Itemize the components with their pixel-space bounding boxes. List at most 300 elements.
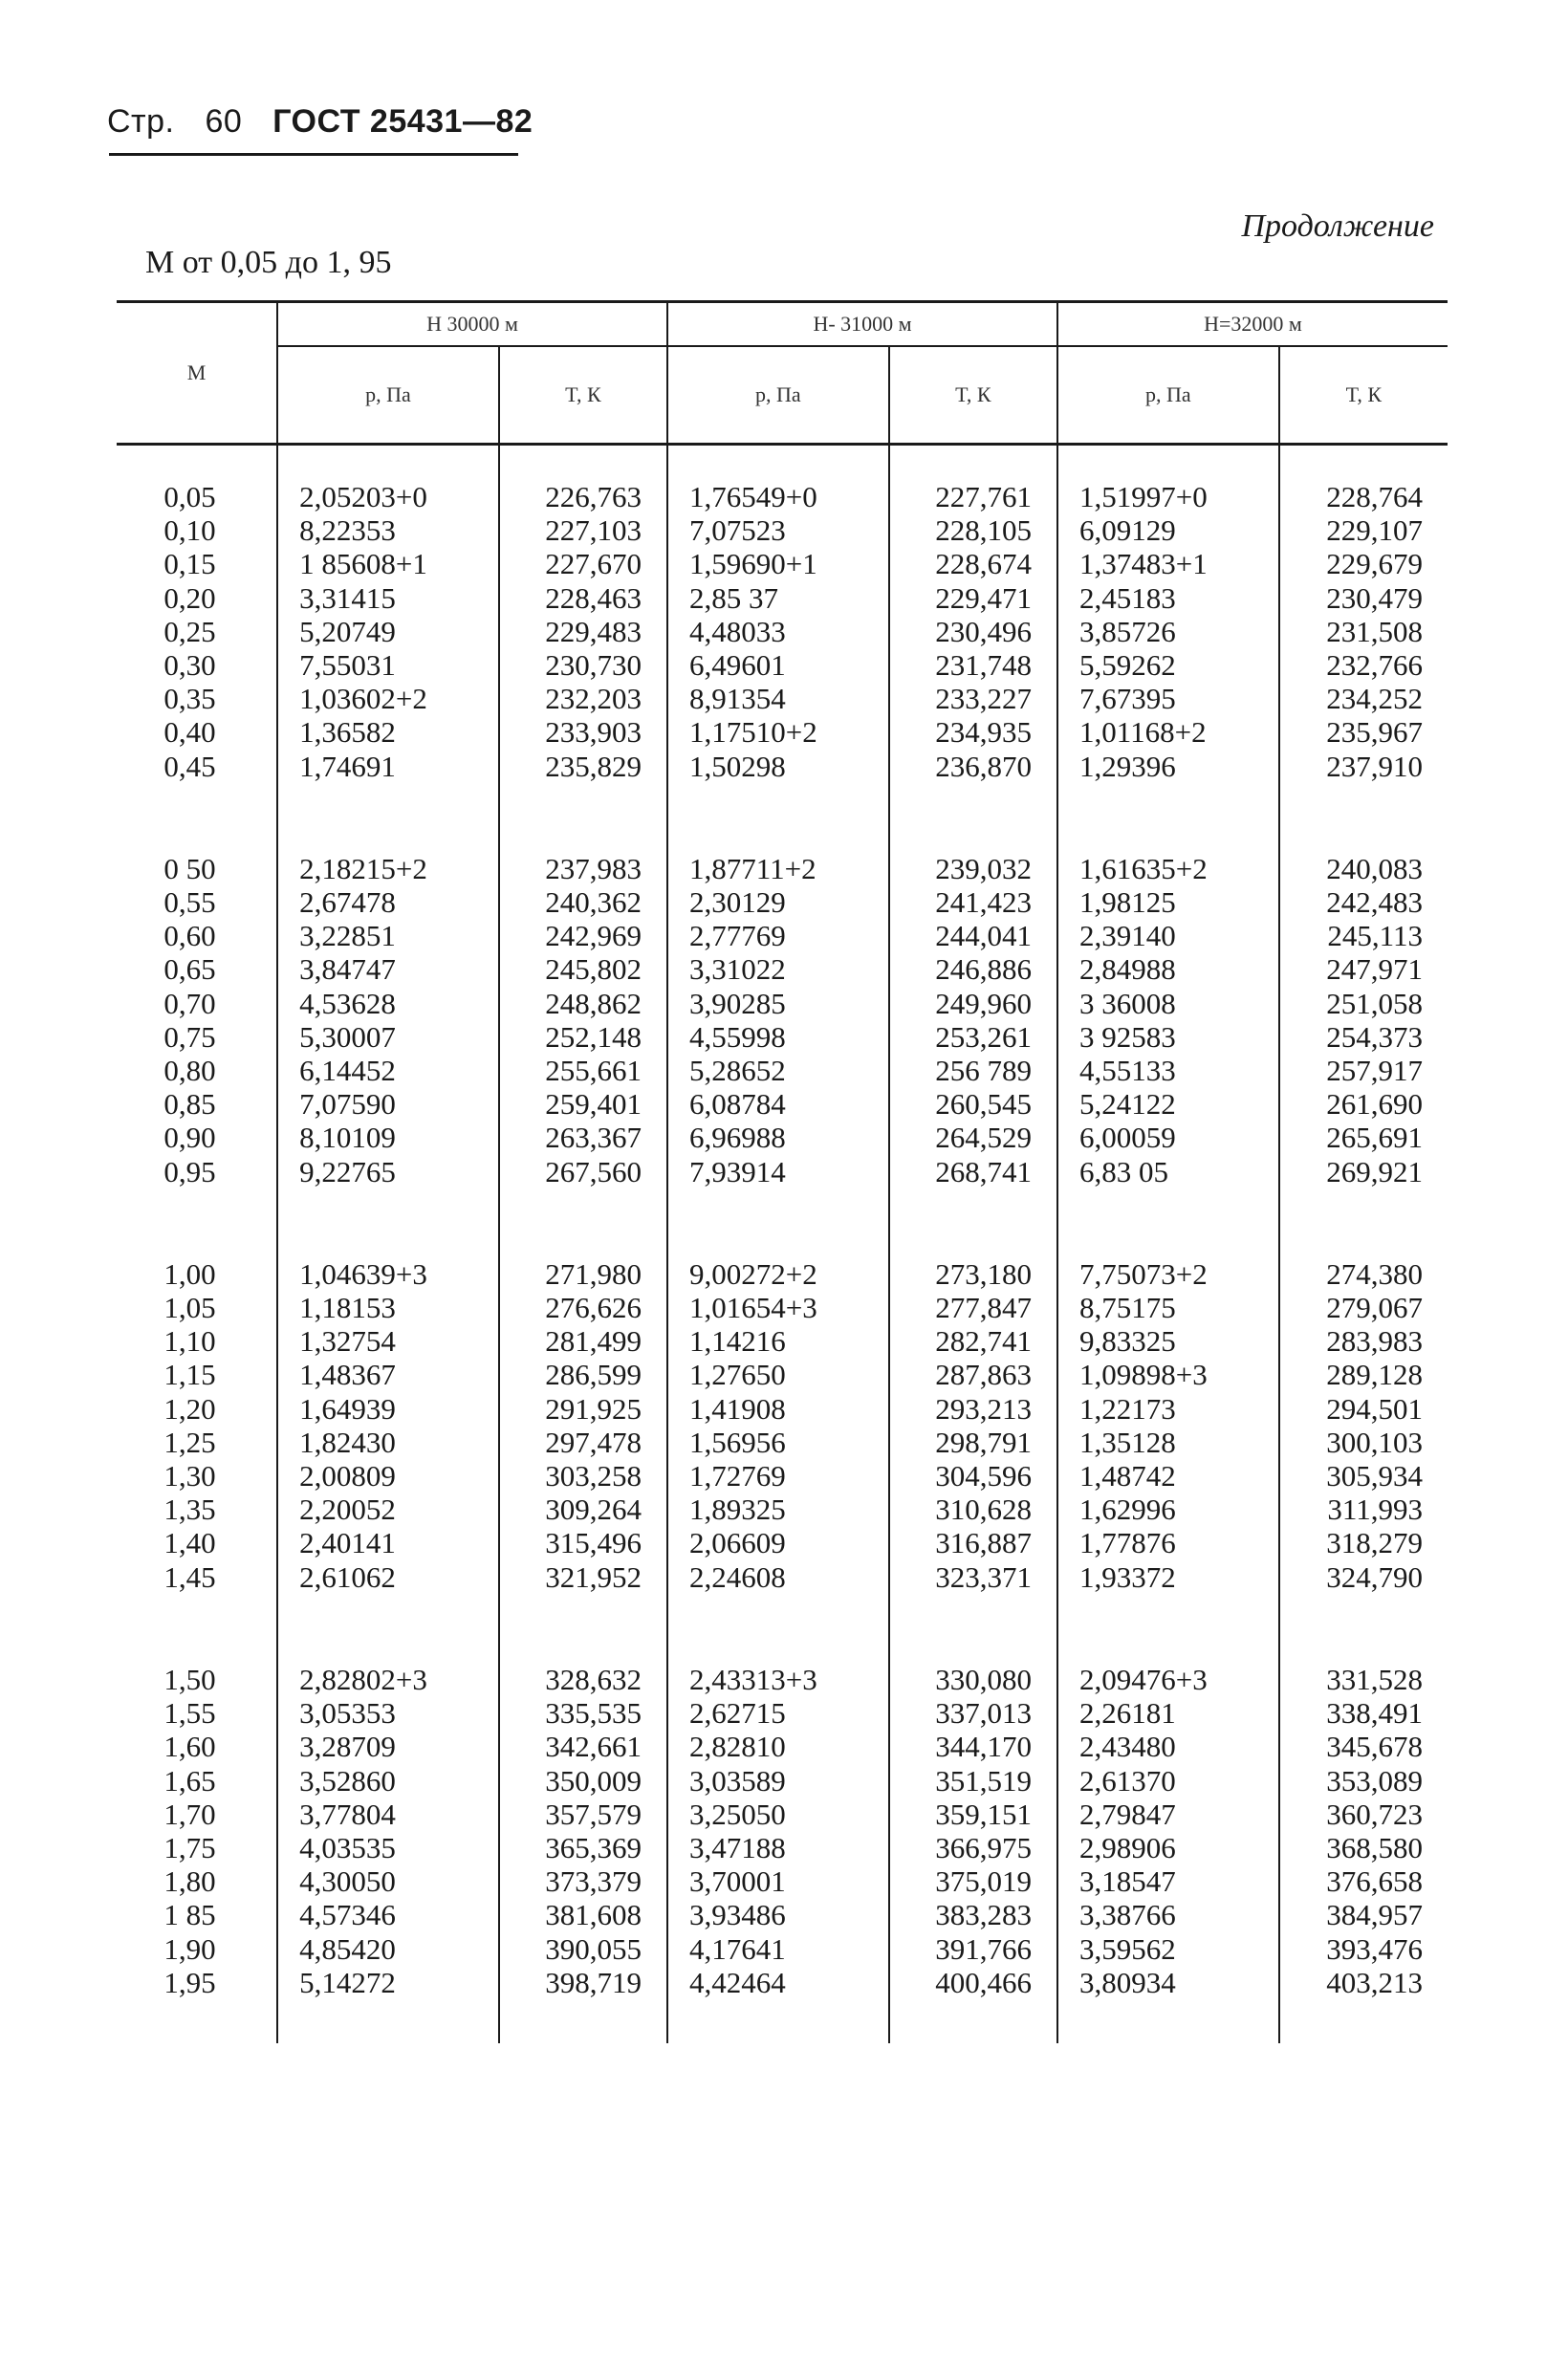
mach-cell: 0,60 <box>163 919 216 953</box>
pressure-cell: 4,03535 <box>277 1831 499 1864</box>
pressure-cell: 3,77804 <box>277 1798 499 1831</box>
pressure-cell: 6,83 05 <box>1057 1155 1279 1188</box>
table-row <box>117 952 1448 986</box>
pressure-cell: 1,04639+3 <box>277 1257 499 1291</box>
temperature-cell: 335,535 <box>499 1696 667 1730</box>
pressure-cell: 6,49601 <box>667 648 889 682</box>
mach-cell: 1,15 <box>163 1358 216 1392</box>
temperature-cell: 368,580 <box>1279 1831 1448 1864</box>
temperature-cell: 315,496 <box>499 1526 667 1559</box>
temperature-cell: 351,519 <box>889 1764 1057 1798</box>
pressure-cell: 2,06609 <box>667 1526 889 1559</box>
pressure-cell: 4,42464 <box>667 1966 889 1999</box>
pressure-cell: 1,27650 <box>667 1358 889 1391</box>
mach-cell: 1,90 <box>163 1931 216 1966</box>
pressure-cell: 3,47188 <box>667 1831 889 1864</box>
pressure-cell: 1,77876 <box>1057 1526 1279 1559</box>
continuation-label: Продолжение <box>1241 208 1434 244</box>
pressure-cell: 2,82810 <box>667 1730 889 1763</box>
pressure-cell: 1,62996 <box>1057 1493 1279 1526</box>
pressure-cell: 2,05203+0 <box>277 480 499 513</box>
pressure-cell: 2,39140 <box>1057 919 1279 952</box>
pressure-header: p, Па <box>667 346 889 445</box>
temperature-cell: 253,261 <box>889 1020 1057 1054</box>
temperature-cell: 366,975 <box>889 1831 1057 1864</box>
temperature-cell: 267,560 <box>499 1155 667 1188</box>
temperature-cell: 318,279 <box>1279 1526 1448 1559</box>
pressure-cell: 6,96988 <box>667 1121 889 1154</box>
pressure-cell: 3,05353 <box>277 1696 499 1730</box>
temperature-cell: 323,371 <box>889 1560 1057 1594</box>
temperature-cell: 236,870 <box>889 750 1057 783</box>
temperature-cell: 242,969 <box>499 919 667 952</box>
table-row <box>117 1831 1448 1864</box>
block-spacer <box>117 1188 1448 1257</box>
mach-cell: 1,80 <box>163 1864 216 1899</box>
temperature-cell: 289,128 <box>1279 1358 1448 1391</box>
pressure-cell: 3,25050 <box>667 1798 889 1831</box>
temperature-cell: 375,019 <box>889 1864 1057 1898</box>
temperature-cell: 229,679 <box>1279 547 1448 580</box>
temperature-cell: 393,476 <box>1279 1932 1448 1966</box>
temperature-cell: 227,103 <box>499 513 667 547</box>
temperature-cell: 232,203 <box>499 682 667 715</box>
mach-cell: 1,65 <box>163 1763 216 1798</box>
pressure-cell: 8,10109 <box>277 1121 499 1154</box>
mach-cell: 0,80 <box>163 1054 216 1088</box>
pressure-cell: 3,85726 <box>1057 615 1279 648</box>
mach-cell: 0,85 <box>163 1087 216 1122</box>
table-row <box>117 682 1448 715</box>
mach-cell: 0,30 <box>163 648 216 683</box>
temperature-cell: 271,980 <box>499 1257 667 1291</box>
mach-cell: 1,35 <box>163 1493 216 1527</box>
pressure-cell: 1,01168+2 <box>1057 715 1279 749</box>
altitude-header-31000: H- 31000 м <box>667 302 1057 347</box>
pressure-cell: 6,14452 <box>277 1054 499 1087</box>
pressure-cell: 1,36582 <box>277 715 499 749</box>
pressure-cell: 4,57346 <box>277 1898 499 1931</box>
temperature-cell: 229,471 <box>889 581 1057 615</box>
temperature-cell: 245,802 <box>499 952 667 986</box>
table-row <box>117 1054 1448 1087</box>
temperature-cell: 311,993 <box>1279 1493 1448 1526</box>
mach-cell: 1,95 <box>163 1965 216 1999</box>
temperature-cell: 231,748 <box>889 648 1057 682</box>
mach-cell: 0,35 <box>163 682 216 716</box>
temperature-cell: 252,148 <box>499 1020 667 1054</box>
temperature-cell: 403,213 <box>1279 1966 1448 1999</box>
temperature-cell: 303,258 <box>499 1459 667 1493</box>
temperature-cell: 264,529 <box>889 1121 1057 1154</box>
temperature-cell: 263,367 <box>499 1121 667 1154</box>
pressure-cell: 8,91354 <box>667 682 889 715</box>
mach-cell: 1,30 <box>163 1459 216 1493</box>
pressure-cell: 1,87711+2 <box>667 852 889 885</box>
temperature-cell: 242,483 <box>1279 885 1448 919</box>
pressure-cell: 2,24608 <box>667 1560 889 1594</box>
temperature-cell: 383,283 <box>889 1898 1057 1931</box>
table-row <box>117 1663 1448 1696</box>
temperature-cell: 232,766 <box>1279 648 1448 682</box>
mach-cell: 1,20 <box>163 1391 216 1426</box>
pressure-cell: 3,93486 <box>667 1898 889 1931</box>
temperature-cell: 400,466 <box>889 1966 1057 1999</box>
temperature-cell: 273,180 <box>889 1257 1057 1291</box>
temperature-cell: 251,058 <box>1279 987 1448 1020</box>
pressure-cell: 1,22173 <box>1057 1392 1279 1426</box>
temperature-cell: 229,483 <box>499 615 667 648</box>
table-row <box>117 1155 1448 1188</box>
temperature-cell: 294,501 <box>1279 1392 1448 1426</box>
temperature-cell: 287,863 <box>889 1358 1057 1391</box>
pressure-cell: 2,18215+2 <box>277 852 499 885</box>
temperature-cell: 279,067 <box>1279 1291 1448 1324</box>
pressure-cell: 4,48033 <box>667 615 889 648</box>
pressure-cell: 2,30129 <box>667 885 889 919</box>
temperature-cell: 283,983 <box>1279 1324 1448 1358</box>
table-row <box>117 1291 1448 1324</box>
table-row <box>117 480 1448 513</box>
temperature-cell: 384,957 <box>1279 1898 1448 1931</box>
table-row <box>117 1966 1448 1999</box>
temperature-cell: 274,380 <box>1279 1257 1448 1291</box>
pressure-cell: 2,77769 <box>667 919 889 952</box>
mach-cell: 0,05 <box>163 480 216 513</box>
temperature-cell: 376,658 <box>1279 1864 1448 1898</box>
mach-cell: 0,40 <box>163 715 216 750</box>
pressure-cell: 4,17641 <box>667 1932 889 1966</box>
temperature-cell: 256 789 <box>889 1054 1057 1087</box>
pressure-cell: 8,22353 <box>277 513 499 547</box>
temperature-header: T, К <box>1279 346 1448 445</box>
temperature-cell: 277,847 <box>889 1291 1057 1324</box>
temperature-cell: 246,886 <box>889 952 1057 986</box>
pressure-cell: 6,00059 <box>1057 1121 1279 1154</box>
mach-cell: 0,90 <box>163 1121 216 1155</box>
pressure-cell: 2,45183 <box>1057 581 1279 615</box>
pressure-cell: 1,17510+2 <box>667 715 889 749</box>
pressure-cell: 3,28709 <box>277 1730 499 1763</box>
pressure-cell: 9,00272+2 <box>667 1257 889 1291</box>
pressure-cell: 7,07590 <box>277 1087 499 1121</box>
pressure-cell: 1,48367 <box>277 1358 499 1391</box>
temperature-cell: 316,887 <box>889 1526 1057 1559</box>
temperature-cell: 237,983 <box>499 852 667 885</box>
pressure-cell: 4,30050 <box>277 1864 499 1898</box>
pressure-cell: 1,29396 <box>1057 750 1279 783</box>
mach-cell: 1 85 <box>163 1898 216 1932</box>
pressure-cell: 2,85 37 <box>667 581 889 615</box>
temperature-cell: 328,632 <box>499 1663 667 1696</box>
pressure-cell: 4,85420 <box>277 1932 499 1966</box>
temperature-cell: 309,264 <box>499 1493 667 1526</box>
temperature-cell: 265,691 <box>1279 1121 1448 1154</box>
pressure-cell: 1,37483+1 <box>1057 547 1279 580</box>
table-row <box>117 1121 1448 1154</box>
pressure-cell: 7,67395 <box>1057 682 1279 715</box>
mach-cell: 0,10 <box>163 513 216 548</box>
pressure-cell: 1,48742 <box>1057 1459 1279 1493</box>
pressure-cell: 1,72769 <box>667 1459 889 1493</box>
pressure-header: p, Па <box>1057 346 1279 445</box>
pressure-cell: 2,98906 <box>1057 1831 1279 1864</box>
temperature-cell: 234,935 <box>889 715 1057 749</box>
pressure-header: p, Па <box>277 346 499 445</box>
temperature-cell: 240,362 <box>499 885 667 919</box>
pressure-cell: 9,22765 <box>277 1155 499 1188</box>
pressure-cell: 1,64939 <box>277 1392 499 1426</box>
pressure-cell: 9,83325 <box>1057 1324 1279 1358</box>
pressure-cell: 7,93914 <box>667 1155 889 1188</box>
standard-number: ГОСТ 25431—82 <box>272 103 534 140</box>
temperature-cell: 233,903 <box>499 715 667 749</box>
pressure-cell: 2,62715 <box>667 1696 889 1730</box>
temperature-cell: 345,678 <box>1279 1730 1448 1763</box>
pressure-cell: 1,56956 <box>667 1426 889 1459</box>
temperature-cell: 297,478 <box>499 1426 667 1459</box>
temperature-cell: 239,032 <box>889 852 1057 885</box>
table-row <box>117 1932 1448 1966</box>
pressure-cell: 1,61635+2 <box>1057 852 1279 885</box>
mach-cell: 0 50 <box>163 851 216 885</box>
pressure-cell: 5,20749 <box>277 615 499 648</box>
table-row <box>117 1493 1448 1526</box>
atmosphere-table <box>117 300 1448 2043</box>
table-row <box>117 581 1448 615</box>
pressure-cell: 2,40141 <box>277 1526 499 1559</box>
temperature-cell: 269,921 <box>1279 1155 1448 1188</box>
table-row <box>117 1730 1448 1763</box>
page-label: Стр. <box>107 103 175 140</box>
temperature-cell: 235,829 <box>499 750 667 783</box>
pressure-cell: 2,09476+3 <box>1057 1663 1279 1696</box>
table-row <box>117 750 1448 783</box>
pressure-cell: 6,09129 <box>1057 513 1279 547</box>
pressure-cell: 1,18153 <box>277 1291 499 1324</box>
pressure-cell: 3,22851 <box>277 919 499 952</box>
pressure-cell: 3,03589 <box>667 1764 889 1798</box>
pressure-cell: 3,52860 <box>277 1764 499 1798</box>
table-row <box>117 1864 1448 1898</box>
block-spacer <box>117 1594 1448 1663</box>
temperature-cell: 259,401 <box>499 1087 667 1121</box>
pressure-cell: 2,26181 <box>1057 1696 1279 1730</box>
temperature-cell: 228,764 <box>1279 480 1448 513</box>
temperature-cell: 338,491 <box>1279 1696 1448 1730</box>
mach-column-header: М <box>117 302 277 445</box>
temperature-cell: 233,227 <box>889 682 1057 715</box>
mach-cell: 0,65 <box>163 952 216 987</box>
altitude-header-32000: H=32000 м <box>1057 302 1448 347</box>
table-row <box>117 1392 1448 1426</box>
temperature-cell: 229,107 <box>1279 513 1448 547</box>
table-row <box>117 1358 1448 1391</box>
temperature-cell: 244,041 <box>889 919 1057 952</box>
temperature-cell: 230,479 <box>1279 581 1448 615</box>
pressure-cell: 3 36008 <box>1057 987 1279 1020</box>
page-header <box>107 103 533 141</box>
pressure-cell: 1,59690+1 <box>667 547 889 580</box>
temperature-cell: 268,741 <box>889 1155 1057 1188</box>
temperature-cell: 350,009 <box>499 1764 667 1798</box>
temperature-cell: 337,013 <box>889 1696 1057 1730</box>
mach-cell: 1,75 <box>163 1830 216 1864</box>
pressure-cell: 1,89325 <box>667 1493 889 1526</box>
pressure-cell: 2,84988 <box>1057 952 1279 986</box>
temperature-cell: 365,369 <box>499 1831 667 1864</box>
temperature-cell: 286,599 <box>499 1358 667 1391</box>
temperature-cell: 228,105 <box>889 513 1057 547</box>
temperature-cell: 227,761 <box>889 480 1057 513</box>
pressure-cell: 4,53628 <box>277 987 499 1020</box>
temperature-cell: 304,596 <box>889 1459 1057 1493</box>
pressure-cell: 3 92583 <box>1057 1020 1279 1054</box>
temperature-cell: 235,967 <box>1279 715 1448 749</box>
mach-cell: 1,10 <box>163 1324 216 1359</box>
pressure-cell: 1,93372 <box>1057 1560 1279 1594</box>
pressure-cell: 3,31022 <box>667 952 889 986</box>
pressure-cell: 1,09898+3 <box>1057 1358 1279 1391</box>
pressure-cell: 1,35128 <box>1057 1426 1279 1459</box>
temperature-cell: 282,741 <box>889 1324 1057 1358</box>
pressure-cell: 1,76549+0 <box>667 480 889 513</box>
mach-cell: 0,15 <box>163 547 216 581</box>
temperature-cell: 324,790 <box>1279 1560 1448 1594</box>
pressure-cell: 8,75175 <box>1057 1291 1279 1324</box>
pressure-cell: 4,55133 <box>1057 1054 1279 1087</box>
temperature-cell: 234,252 <box>1279 682 1448 715</box>
temperature-header: T, К <box>889 346 1057 445</box>
pressure-cell: 3,84747 <box>277 952 499 986</box>
pressure-cell: 3,31415 <box>277 581 499 615</box>
pressure-cell: 2,61370 <box>1057 1764 1279 1798</box>
pressure-cell: 7,75073+2 <box>1057 1257 1279 1291</box>
temperature-cell: 398,719 <box>499 1966 667 1999</box>
temperature-cell: 230,496 <box>889 615 1057 648</box>
block-spacer <box>117 1999 1448 2043</box>
mach-cell: 0,25 <box>163 614 216 648</box>
table-row <box>117 547 1448 580</box>
pressure-cell: 6,08784 <box>667 1087 889 1121</box>
header-rule <box>109 153 518 156</box>
table-row <box>117 852 1448 885</box>
temperature-cell: 241,423 <box>889 885 1057 919</box>
mach-cell: 0,20 <box>163 580 216 615</box>
table-row <box>117 1459 1448 1493</box>
temperature-cell: 227,670 <box>499 547 667 580</box>
mach-cell: 0,70 <box>163 986 216 1020</box>
temperature-cell: 373,379 <box>499 1864 667 1898</box>
temperature-cell: 226,763 <box>499 480 667 513</box>
table-row <box>117 648 1448 682</box>
pressure-cell: 1 85608+1 <box>277 547 499 580</box>
pressure-cell: 5,24122 <box>1057 1087 1279 1121</box>
temperature-cell: 281,499 <box>499 1324 667 1358</box>
pressure-cell: 3,70001 <box>667 1864 889 1898</box>
temperature-cell: 254,373 <box>1279 1020 1448 1054</box>
table-row <box>117 1898 1448 1931</box>
pressure-cell: 7,07523 <box>667 513 889 547</box>
table-row <box>117 513 1448 547</box>
pressure-cell: 3,80934 <box>1057 1966 1279 1999</box>
pressure-cell: 5,30007 <box>277 1020 499 1054</box>
temperature-cell: 360,723 <box>1279 1798 1448 1831</box>
table-body <box>117 445 1448 2043</box>
table-row <box>117 1257 1448 1291</box>
mach-cell: 1,00 <box>163 1256 216 1291</box>
temperature-cell: 342,661 <box>499 1730 667 1763</box>
temperature-cell: 230,730 <box>499 648 667 682</box>
mach-cell: 1,25 <box>163 1425 216 1459</box>
mach-cell: 0,75 <box>163 1019 216 1054</box>
block-spacer <box>117 783 1448 852</box>
pressure-cell: 2,61062 <box>277 1560 499 1594</box>
temperature-cell: 353,089 <box>1279 1764 1448 1798</box>
temperature-cell: 248,862 <box>499 987 667 1020</box>
table-row <box>117 1560 1448 1594</box>
altitude-header-30000: H 30000 м <box>277 302 667 347</box>
temperature-cell: 381,608 <box>499 1898 667 1931</box>
temperature-cell: 357,579 <box>499 1798 667 1831</box>
temperature-cell: 257,917 <box>1279 1054 1448 1087</box>
pressure-cell: 2,82802+3 <box>277 1663 499 1696</box>
temperature-cell: 261,690 <box>1279 1087 1448 1121</box>
pressure-cell: 2,43313+3 <box>667 1663 889 1696</box>
temperature-cell: 240,083 <box>1279 852 1448 885</box>
table-row <box>117 715 1448 749</box>
pressure-cell: 1,51997+0 <box>1057 480 1279 513</box>
temperature-cell: 330,080 <box>889 1663 1057 1696</box>
mach-cell: 0,55 <box>163 885 216 920</box>
temperature-cell: 260,545 <box>889 1087 1057 1121</box>
pressure-cell: 1,14216 <box>667 1324 889 1358</box>
pressure-cell: 2,20052 <box>277 1493 499 1526</box>
pressure-cell: 2,67478 <box>277 885 499 919</box>
pressure-cell: 1,74691 <box>277 750 499 783</box>
pressure-cell: 2,79847 <box>1057 1798 1279 1831</box>
pressure-cell: 1,01654+3 <box>667 1291 889 1324</box>
table-row <box>117 919 1448 952</box>
temperature-cell: 245,113 <box>1279 919 1448 952</box>
temperature-cell: 228,674 <box>889 547 1057 580</box>
pressure-cell: 2,00809 <box>277 1459 499 1493</box>
mach-cell: 1,60 <box>163 1730 216 1764</box>
pressure-cell: 5,14272 <box>277 1966 499 1999</box>
temperature-cell: 231,508 <box>1279 615 1448 648</box>
table-row <box>117 1696 1448 1730</box>
temperature-cell: 390,055 <box>499 1932 667 1966</box>
temperature-cell: 237,910 <box>1279 750 1448 783</box>
temperature-cell: 344,170 <box>889 1730 1057 1763</box>
temperature-cell: 359,151 <box>889 1798 1057 1831</box>
pressure-cell: 5,59262 <box>1057 648 1279 682</box>
mach-cell: 1,55 <box>163 1696 216 1731</box>
block-spacer <box>117 445 1448 481</box>
temperature-cell: 291,925 <box>499 1392 667 1426</box>
mach-cell: 1,05 <box>163 1291 216 1325</box>
pressure-cell: 3,18547 <box>1057 1864 1279 1898</box>
table-row <box>117 615 1448 648</box>
pressure-cell: 1,32754 <box>277 1324 499 1358</box>
temperature-cell: 249,960 <box>889 987 1057 1020</box>
table-row <box>117 1764 1448 1798</box>
mach-cell: 1,70 <box>163 1797 216 1831</box>
temperature-cell: 293,213 <box>889 1392 1057 1426</box>
pressure-cell: 3,90285 <box>667 987 889 1020</box>
table-row <box>117 1324 1448 1358</box>
pressure-cell: 1,50298 <box>667 750 889 783</box>
